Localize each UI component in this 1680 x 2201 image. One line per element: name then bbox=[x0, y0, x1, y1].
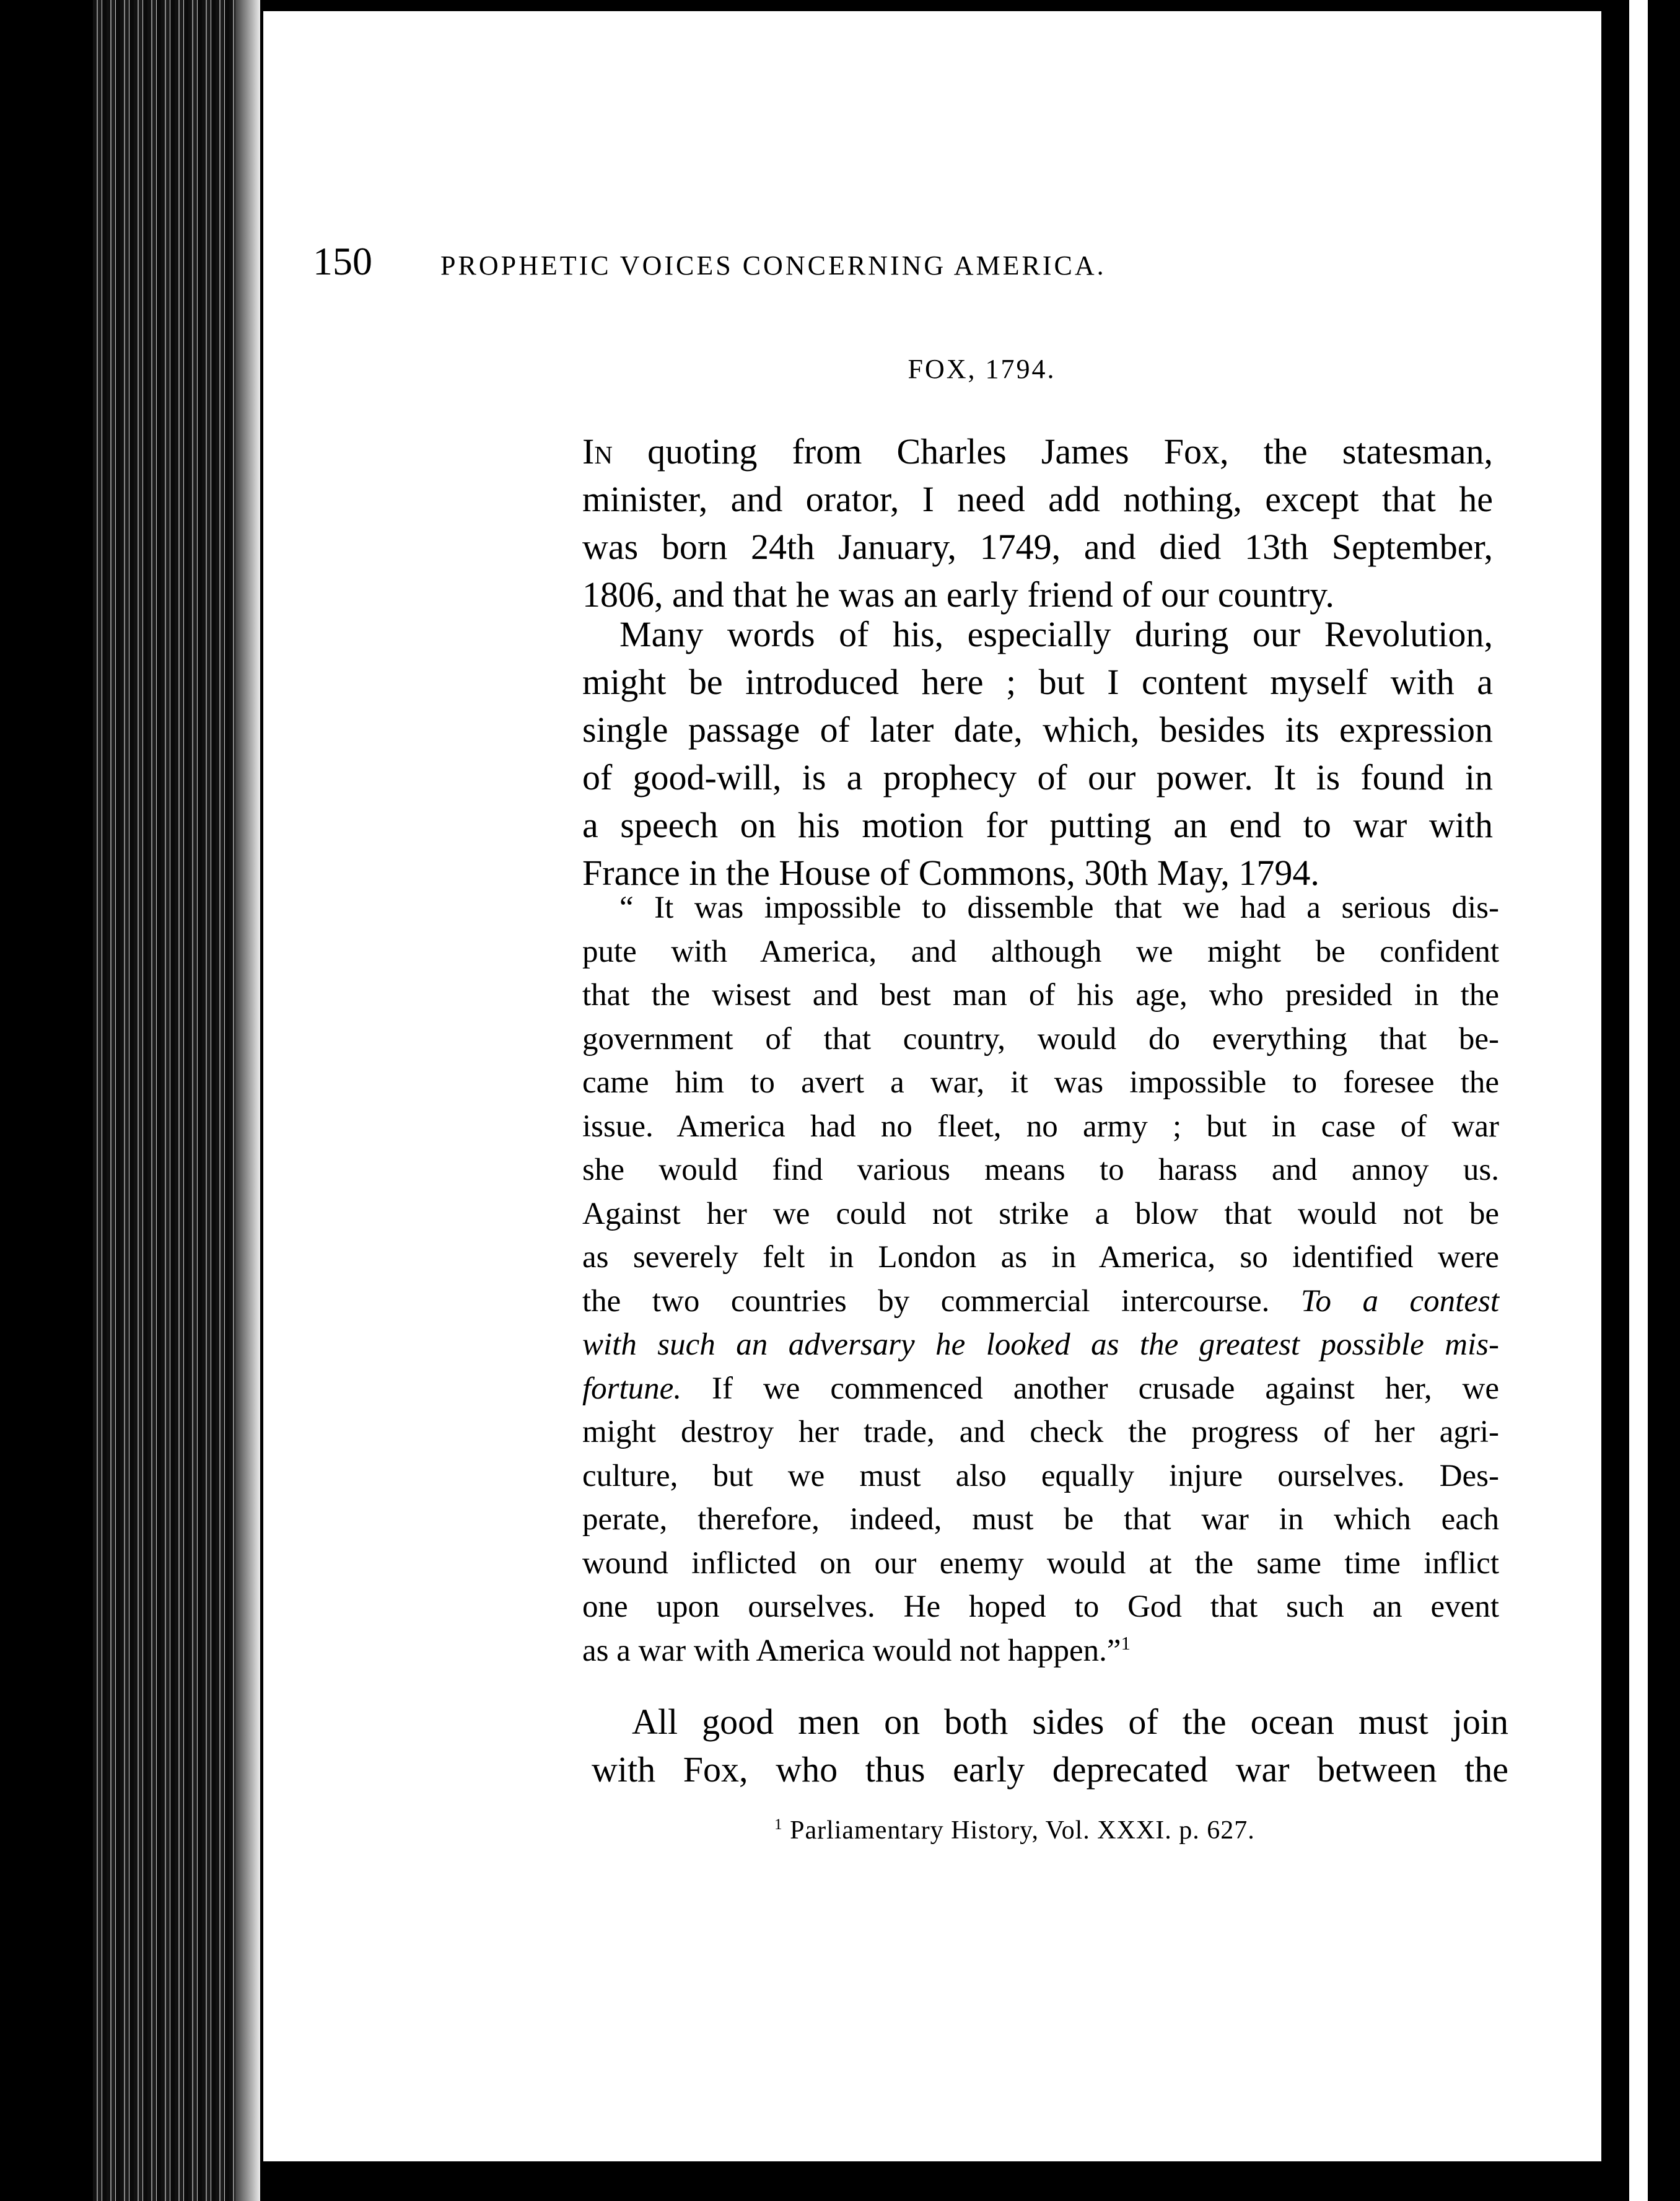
text-line: might be introduced here ; but I content myself with a bbox=[582, 662, 1493, 702]
quote-line: wound inflicted on our enemy would at the same time inflict bbox=[582, 1545, 1499, 1581]
block-quote bbox=[582, 886, 1499, 1672]
section-heading-text: FOX, 1794. bbox=[908, 354, 1056, 384]
quote-line: government of that country, would do everything that be- bbox=[582, 1021, 1499, 1057]
text-line: Many words of his, especially during our Revolution, bbox=[619, 614, 1493, 654]
footnote-reference: 1 bbox=[1121, 1632, 1131, 1654]
drop-cap: In bbox=[582, 431, 613, 472]
scan-border bbox=[1629, 0, 1648, 2201]
text-line: with Fox, who thus early deprecated war between the bbox=[592, 1749, 1508, 1790]
quote-line: came him to avert a war, it was impossible to foresee the bbox=[582, 1065, 1499, 1100]
quote-line: she would find various means to harass and annoy us. bbox=[582, 1153, 1499, 1187]
text-line: 1806, and that he was an early friend of our country. bbox=[582, 574, 1334, 615]
quote-line: the two countries by commercial intercourse. To a contest bbox=[582, 1283, 1500, 1319]
quote-line bbox=[582, 1323, 1499, 1367]
italic-text: fortune. bbox=[582, 1371, 682, 1406]
quote-line: as severely felt in London as in America, so identified were bbox=[582, 1240, 1499, 1275]
text-line: was born 24th January, 1749, and died 13th September, bbox=[582, 527, 1493, 567]
footnote bbox=[774, 1816, 1456, 1845]
quote-line: might destroy her trade, and check the progress of her agri- bbox=[582, 1415, 1499, 1449]
quote-line: issue. America had no fleet, no army ; but in case of war bbox=[582, 1109, 1499, 1144]
italic-text: with such an adversary he looked as the greatest possible mis- bbox=[582, 1327, 1499, 1362]
quote-line: pute with America, and although we might be confident bbox=[582, 934, 1499, 969]
running-title: PROPHETIC VOICES CONCERNING AMERICA. bbox=[440, 250, 1106, 281]
page-edge-stack bbox=[93, 0, 260, 2201]
footnote-marker: 1 bbox=[774, 1816, 783, 1833]
quote-line: perate, therefore, indeed, must be that war in which each bbox=[582, 1502, 1499, 1537]
paragraph-2 bbox=[582, 610, 1493, 897]
text-line: minister, and orator, I need add nothing, except that he bbox=[582, 479, 1493, 519]
text-line: a speech on his motion for putting an end to war with bbox=[582, 805, 1493, 845]
text-line: All good men on both sides of the ocean must join bbox=[632, 1702, 1508, 1742]
page-number: 150 bbox=[313, 239, 372, 283]
paragraph-3 bbox=[592, 1698, 1508, 1793]
quote-line: fortune. If we commenced another crusade against her, we bbox=[582, 1371, 1499, 1406]
quote-line: culture, but we must also equally injure ourselves. Des- bbox=[582, 1458, 1499, 1493]
text-line: of good-will, is a prophecy of our power. It is found in bbox=[582, 757, 1493, 797]
italic-text: To a contest bbox=[1300, 1283, 1500, 1319]
quote-line: that the wisest and best man of his age, who presided in the bbox=[582, 978, 1499, 1013]
quote-line: “ It was impossible to dissemble that we had a serious dis- bbox=[619, 890, 1499, 925]
text-line: France in the House of Commons, 30th May, 1794. bbox=[582, 853, 1319, 893]
paragraph-1 bbox=[582, 428, 1493, 618]
running-head bbox=[313, 239, 1391, 294]
footnote-text: Parliamentary History, Vol. XXXI. p. 627. bbox=[790, 1816, 1255, 1845]
section-heading bbox=[313, 353, 1527, 385]
quote-line: one upon ourselves. He hoped to God that such an event bbox=[582, 1589, 1499, 1624]
text-line: In quoting from Charles James Fox, the statesman, bbox=[582, 431, 1494, 472]
quote-line: as a war with America would not happen.”$^1$ bbox=[582, 1632, 1131, 1668]
quote-line: Against her we could not strike a blow that would not be bbox=[582, 1196, 1499, 1231]
text-line: single passage of later date, which, besides its expression bbox=[582, 710, 1493, 750]
